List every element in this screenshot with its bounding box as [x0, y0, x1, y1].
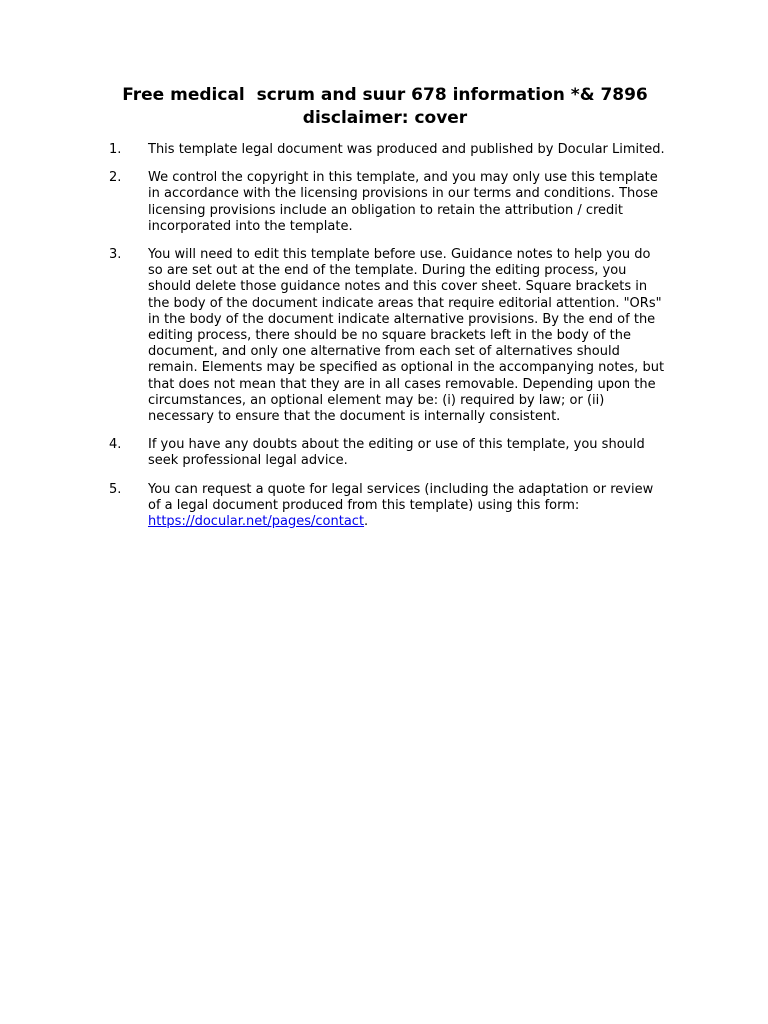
list-item-3 [109, 247, 669, 425]
list-item-text [148, 482, 669, 531]
list-number: 1. [109, 142, 122, 157]
numbered-list [109, 142, 669, 542]
list-item-text: We control the copyright in this template, and you may only use this template in accordance with the licensing provisions in our terms and conditions. Those licensing provisions include an obligation to retain the attribution / credit incorporated into the template. [148, 170, 658, 234]
list-item-4 [109, 437, 669, 469]
contact-link[interactable]: https://docular.net/pages/contact [148, 514, 365, 530]
list-number: 5. [109, 481, 122, 497]
list-number: 2. [109, 170, 122, 186]
list-item-text: If you have any doubts about the editing or use of this template, you should seek professional legal advice. [148, 437, 645, 469]
list-item-2 [109, 170, 669, 235]
list-item-text: This template legal document was produced and published by Docular Limited. [148, 142, 665, 157]
document-title: Free medical scrum and suur 678 information *& 7896 disclaimer: cover [122, 85, 654, 128]
list-number: 3. [109, 247, 122, 263]
list-item-text-before-link: You can request a quote for legal services (including the adaptation or review of a legal document produced from this template) using this form: [148, 481, 654, 513]
list-item-text: You will need to edit this template before use. Guidance notes to help you do so are set out at the end of the template. During the editing process, you should delete those guidance notes and this cover sheet. Square brackets in the body of the document indicate areas that require editorial attention. "ORs" in the body of the document indicate alternative provisions. By the end of the editing process, there should be no square brackets left in the body of the document, and only one alternative from each set of alternatives should remain. Elements may be specified as optional in the accompanying notes, but that does not mean that they are in all cases removable. Depending upon the circumstances, an optional element may be: (i) required by law; or (ii) necessary to ensure that the document is internally consistent. [148, 247, 665, 425]
list-item-1 [109, 142, 669, 158]
list-item-5 [109, 482, 669, 531]
list-item-text-after-link: . [364, 514, 369, 530]
list-number: 4. [109, 437, 122, 453]
